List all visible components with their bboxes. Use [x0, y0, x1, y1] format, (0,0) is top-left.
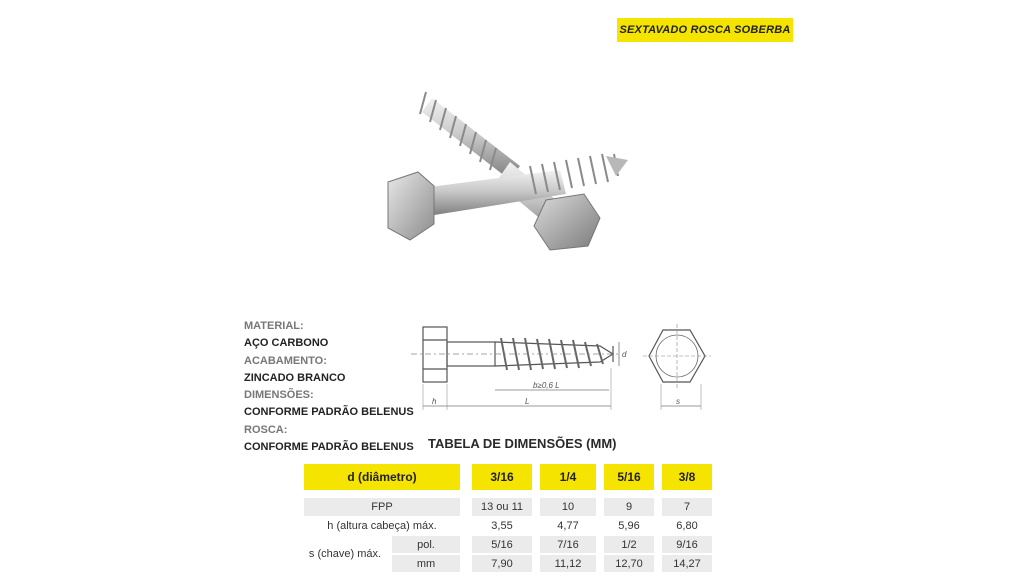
table-header-label: d (diâmetro): [304, 464, 460, 490]
row-s-pol-label: pol.: [392, 536, 460, 553]
table-cell: 10: [540, 498, 596, 516]
table-col-header: 5/16: [604, 464, 654, 490]
table-col-header: 1/4: [540, 464, 596, 490]
drawing-thread-length-label: b≥0,6 L: [533, 381, 560, 390]
table-cell: 9: [604, 498, 654, 516]
table-cell: 11,12: [540, 555, 596, 572]
table-cell: 1/2: [604, 536, 654, 553]
thread-label: ROSCA:: [244, 423, 288, 436]
lag-screw-photo: [370, 70, 660, 270]
product-type-badge: SEXTAVADO ROSCA SOBERBA: [617, 18, 793, 42]
table-cell: 4,77: [540, 517, 596, 535]
technical-drawing: [405, 318, 725, 418]
table-cell: 7,90: [472, 555, 532, 572]
table-cell: 14,27: [662, 555, 712, 572]
finish-value: ZINCADO BRANCO: [244, 371, 346, 384]
dimensions-value: CONFORME PADRÃO BELENUS: [244, 406, 414, 419]
dimensions-label: DIMENSÕES:: [244, 389, 314, 402]
table-cell: 5,96: [604, 517, 654, 535]
material-label: MATERIAL:: [244, 320, 304, 332]
row-s-label: s (chave) máx.: [304, 536, 386, 572]
drawing-d-label: d: [622, 350, 627, 359]
table-cell: 7/16: [540, 536, 596, 553]
table-cell: 9/16: [662, 536, 712, 553]
row-fpp-label: FPP: [304, 498, 460, 516]
drawing-s-label: s: [676, 397, 680, 406]
table-cell: 6,80: [662, 517, 712, 535]
thread-value: CONFORME PADRÃO BELENUS: [244, 441, 414, 454]
drawing-h-label: h: [432, 397, 437, 406]
drawing-L-label: L: [525, 397, 530, 406]
row-s-mm-label: mm: [392, 555, 460, 572]
material-value: AÇO CARBONO: [244, 337, 329, 350]
table-col-header: 3/16: [472, 464, 532, 490]
table-title: TABELA DE DIMENSÕES (MM): [428, 436, 617, 451]
table-cell: 5/16: [472, 536, 532, 553]
table-col-header: 3/8: [662, 464, 712, 490]
finish-label: ACABAMENTO:: [244, 354, 327, 367]
row-h-label: h (altura cabeça) máx.: [304, 517, 460, 535]
table-cell: 7: [662, 498, 712, 516]
table-cell: 12,70: [604, 555, 654, 572]
table-cell: 13 ou 11: [472, 498, 532, 516]
table-cell: 3,55: [472, 517, 532, 535]
